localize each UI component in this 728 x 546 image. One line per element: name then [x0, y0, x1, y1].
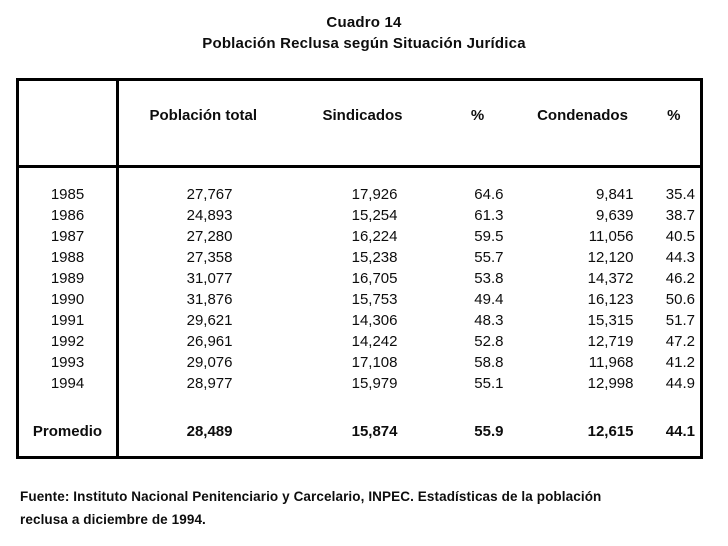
condenados-cell: 16,123: [587, 291, 634, 308]
summary-pct-condenados: 44.1: [665, 423, 695, 440]
poblacion-total-cell: 28,977: [186, 375, 233, 392]
condenados-cell: 9,841: [595, 186, 634, 203]
header-pct-sindicados: %: [438, 80, 518, 167]
header-year-empty: [18, 80, 118, 167]
year-cell: 1994: [18, 373, 118, 394]
poblacion-total-cell: 26,961: [186, 333, 233, 350]
sindicados-cell: 16,705: [351, 270, 398, 287]
pct-condenados-cell: 46.2: [665, 270, 695, 287]
sindicados-cell: 15,753: [351, 291, 398, 308]
table-row: [18, 352, 702, 373]
sindicados-cell: 16,224: [351, 228, 398, 245]
poblacion-total-cell: 29,621: [186, 312, 233, 329]
header-pct-condenados: %: [648, 80, 702, 167]
condenados-cell: 12,998: [587, 375, 634, 392]
header-condenados: Condenados: [518, 80, 648, 167]
table-row: [18, 226, 702, 247]
header-sindicados: Sindicados: [288, 80, 438, 167]
pct-sindicados-cell: 48.3: [474, 312, 504, 329]
pct-condenados-cell: 44.9: [665, 375, 695, 392]
sindicados-cell: 15,238: [351, 249, 398, 266]
pct-condenados-cell: 35.4: [665, 186, 695, 203]
pct-condenados-cell: 38.7: [665, 207, 695, 224]
pct-condenados-cell: 44.3: [665, 249, 695, 266]
poblacion-total-cell: 31,077: [186, 270, 233, 287]
table-body: [18, 167, 702, 458]
poblacion-total-cell: 29,076: [186, 354, 233, 371]
table-row: [18, 310, 702, 331]
year-cell: 1987: [18, 226, 118, 247]
poblacion-total-cell: 27,280: [186, 228, 233, 245]
pct-sindicados-cell: 59.5: [474, 228, 504, 245]
source-note: Fuente: Instituto Nacional Penitenciario y Carcelario, INPEC. Estadísticas de la población reclusa a diciembre de 1994.: [20, 489, 602, 527]
pct-sindicados-cell: 55.7: [474, 249, 504, 266]
sindicados-cell: 14,306: [351, 312, 398, 329]
pct-sindicados-cell: 61.3: [474, 207, 504, 224]
sindicados-cell: 14,242: [351, 333, 398, 350]
poblacion-total-cell: 27,767: [186, 186, 233, 203]
condenados-cell: 9,639: [595, 207, 634, 224]
table-row: [18, 167, 702, 206]
pct-condenados-cell: 51.7: [665, 312, 695, 329]
pct-sindicados-cell: 53.8: [474, 270, 504, 287]
summary-poblacion-total: 28,489: [186, 423, 233, 440]
pct-condenados-cell: 41.2: [665, 354, 695, 371]
sindicados-cell: 17,108: [351, 354, 398, 371]
poblacion-total-cell: 24,893: [186, 207, 233, 224]
table-header: [18, 80, 702, 167]
condenados-cell: 15,315: [587, 312, 634, 329]
page-title: Población Reclusa según Situación Jurídica: [202, 35, 526, 52]
table-number-title: Cuadro 14: [326, 14, 402, 31]
condenados-cell: 11,056: [588, 228, 634, 245]
year-cell: 1993: [18, 352, 118, 373]
title-block: [0, 0, 728, 54]
condenados-cell: 11,968: [588, 354, 634, 371]
table-row: [18, 289, 702, 310]
sindicados-cell: 17,926: [351, 186, 398, 203]
pct-sindicados-cell: 49.4: [474, 291, 504, 308]
table-row: [18, 205, 702, 226]
sindicados-cell: 15,254: [351, 207, 398, 224]
table-row: [18, 268, 702, 289]
summary-pct-sindicados: 55.9: [474, 423, 504, 440]
statistics-table: [16, 78, 703, 459]
year-cell: 1986: [18, 205, 118, 226]
pct-sindicados-cell: 52.8: [474, 333, 504, 350]
condenados-cell: 12,719: [587, 333, 634, 350]
year-cell: 1989: [18, 268, 118, 289]
condenados-cell: 12,120: [587, 249, 634, 266]
summary-label: Promedio: [18, 394, 118, 458]
year-cell: 1985: [18, 167, 118, 206]
pct-condenados-cell: 50.6: [665, 291, 695, 308]
year-cell: 1990: [18, 289, 118, 310]
poblacion-total-cell: 27,358: [186, 249, 233, 266]
header-poblacion-total: Población total: [118, 80, 288, 167]
pct-sindicados-cell: 55.1: [474, 375, 504, 392]
year-cell: 1988: [18, 247, 118, 268]
summary-sindicados: 15,874: [351, 423, 398, 440]
pct-sindicados-cell: 58.8: [474, 354, 504, 371]
poblacion-total-cell: 31,876: [186, 291, 233, 308]
pct-condenados-cell: 40.5: [665, 228, 695, 245]
pct-condenados-cell: 47.2: [665, 333, 695, 350]
summary-condenados: 12,615: [587, 423, 634, 440]
sindicados-cell: 15,979: [351, 375, 398, 392]
year-cell: 1992: [18, 331, 118, 352]
header-row: [18, 80, 702, 167]
table-row: [18, 247, 702, 268]
table-row: [18, 373, 702, 394]
pct-sindicados-cell: 64.6: [474, 186, 504, 203]
year-cell: 1991: [18, 310, 118, 331]
table-row: [18, 331, 702, 352]
condenados-cell: 14,372: [587, 270, 634, 287]
summary-row: [18, 394, 702, 458]
